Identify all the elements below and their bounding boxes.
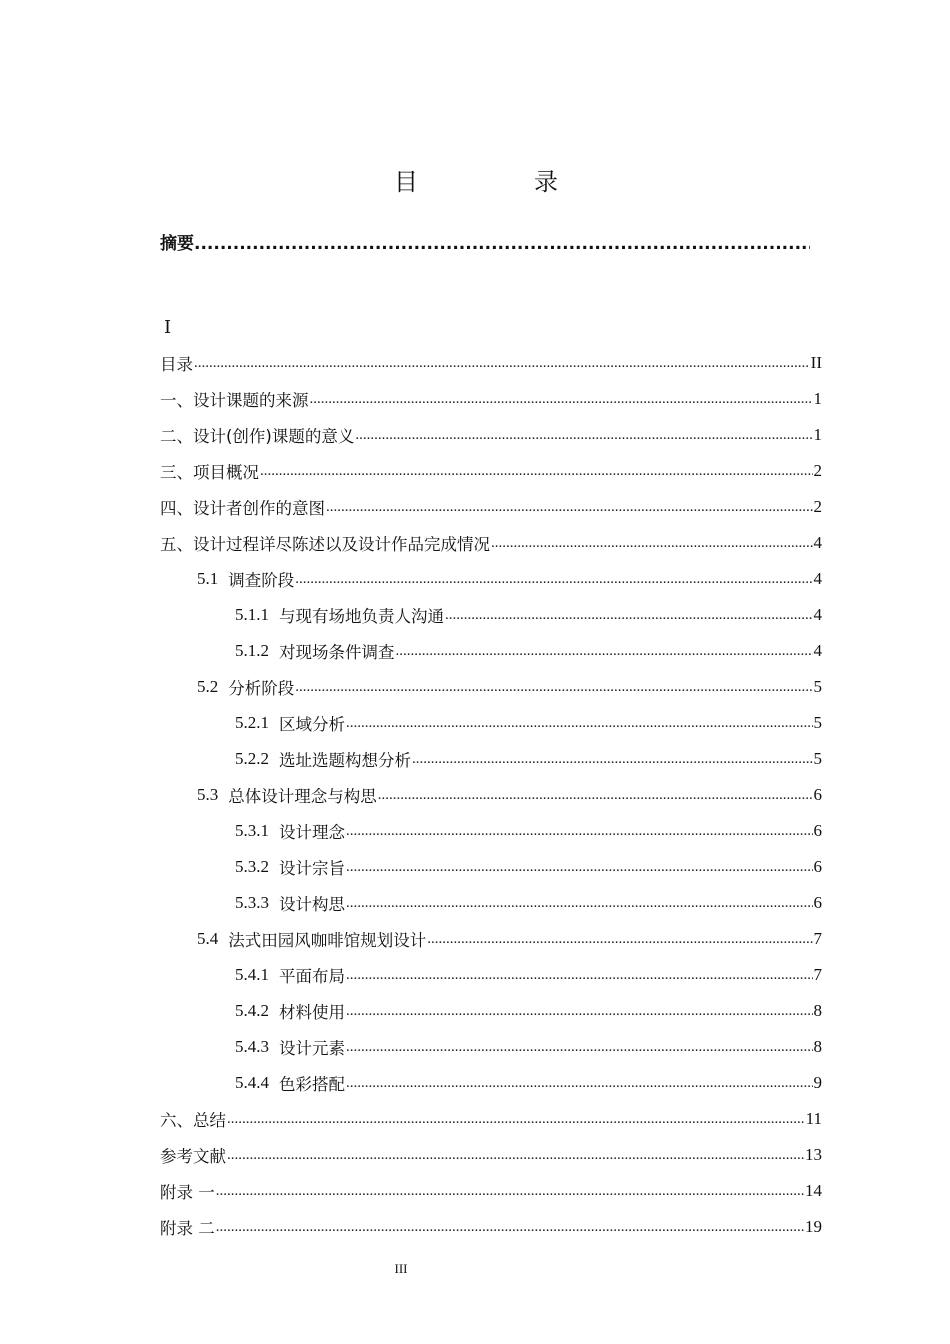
toc-entry-page: 4	[813, 569, 822, 588]
toc-entry[interactable]	[160, 489, 822, 525]
toc-entry[interactable]	[160, 1029, 822, 1065]
toc-entry-number: 5.1.2	[235, 641, 269, 660]
dot-leader	[310, 391, 813, 408]
toc-entry-label: 区域分析	[279, 715, 345, 734]
toc-entry-label: 目录	[160, 355, 193, 374]
toc-entry-number: 5.2	[197, 677, 219, 696]
toc-entry-label: 摘要	[160, 234, 194, 254]
toc-entry-number: 5.3.1	[235, 821, 269, 840]
dot-leader	[346, 1075, 813, 1092]
toc-entry[interactable]	[160, 1101, 822, 1137]
dot-leader	[346, 895, 813, 912]
toc-entry-label: 二、设计(创作)课题的意义	[160, 427, 355, 446]
dot-leader	[346, 859, 813, 876]
toc-entry[interactable]	[160, 417, 822, 453]
page-footer-number: III	[394, 1261, 408, 1276]
page-number-roman: Ⅰ	[164, 317, 172, 338]
toc-entry[interactable]	[160, 705, 822, 741]
toc-entry[interactable]	[160, 633, 822, 669]
table-of-contents	[160, 345, 822, 1245]
toc-entry-label: 对现场条件调查	[279, 643, 395, 662]
toc-entry-number: 5.4.4	[235, 1073, 269, 1092]
toc-entry[interactable]	[160, 849, 822, 885]
toc-entry-page: 8	[813, 1037, 822, 1056]
toc-entry[interactable]	[160, 453, 822, 489]
toc-entry-page: 1	[813, 425, 822, 444]
toc-entry[interactable]	[160, 381, 822, 417]
dot-leader	[194, 355, 810, 372]
toc-entry-abstract[interactable]	[160, 229, 810, 254]
toc-entry-page: 6	[813, 893, 822, 912]
toc-entry-page: 13	[805, 1145, 822, 1164]
toc-entry[interactable]	[160, 1065, 822, 1101]
toc-entry-number: 5.4.3	[235, 1037, 269, 1056]
toc-entry-label: 六、总结	[160, 1111, 226, 1130]
toc-entry[interactable]	[160, 993, 822, 1029]
toc-entry[interactable]	[160, 957, 822, 993]
dot-leader	[396, 643, 813, 660]
toc-entry-page: 14	[805, 1181, 822, 1200]
toc-entry-label: 调查阶段	[228, 571, 295, 590]
page-title: 目 录	[394, 168, 604, 196]
toc-entry-page: 11	[805, 1109, 822, 1128]
toc-entry-label: 法式田园风咖啡馆规划设计	[228, 931, 427, 950]
toc-entry[interactable]	[160, 597, 822, 633]
toc-entry-label: 一、设计课题的来源	[160, 391, 309, 410]
dot-leader	[491, 535, 813, 552]
dot-leader	[227, 1111, 805, 1128]
toc-entry-page: 6	[813, 857, 822, 876]
toc-entry-page: 1	[813, 389, 822, 408]
toc-entry-number: 5.1.1	[235, 605, 269, 624]
toc-entry-label: 设计理念	[279, 823, 345, 842]
toc-entry-label: 参考文献	[160, 1147, 226, 1166]
toc-entry-label: 附录 一	[160, 1183, 215, 1202]
dot-leader	[346, 823, 813, 840]
toc-entry-page: 8	[813, 1001, 822, 1020]
toc-entry[interactable]	[160, 1173, 822, 1209]
toc-entry-label: 材料使用	[279, 1003, 345, 1022]
toc-entry-number: 5.3	[197, 785, 219, 804]
dot-leader	[346, 1003, 813, 1020]
toc-entry-page: 5	[813, 749, 822, 768]
toc-entry-number: 5.4.1	[235, 965, 269, 984]
toc-entry-label: 四、设计者创作的意图	[160, 499, 325, 518]
toc-entry-page: 6	[813, 785, 822, 804]
toc-entry[interactable]	[160, 345, 822, 381]
toc-entry-page: 4	[813, 641, 822, 660]
toc-entry-page: 9	[813, 1073, 822, 1092]
toc-entry-label: 三、项目概况	[160, 463, 259, 482]
toc-entry-page: 5	[813, 677, 822, 696]
dot-leader	[346, 715, 813, 732]
dot-leader	[346, 1039, 813, 1056]
toc-entry-number: 5.2.1	[235, 713, 269, 732]
toc-entry[interactable]	[160, 921, 822, 957]
toc-entry-label: 总体设计理念与构思	[228, 787, 377, 806]
dot-leader	[326, 499, 813, 516]
toc-entry-label: 设计元素	[279, 1039, 345, 1058]
dot-leader	[445, 607, 813, 624]
toc-entry-number: 5.3.2	[235, 857, 269, 876]
toc-entry-number: 5.2.2	[235, 749, 269, 768]
dot-leader	[260, 463, 813, 480]
dot-leader	[427, 931, 812, 948]
toc-entry-number: 5.1	[197, 569, 219, 588]
dot-leader	[216, 1183, 804, 1200]
toc-entry-label: 附录 二	[160, 1219, 215, 1238]
toc-entry-page: 6	[813, 821, 822, 840]
dot-leader	[295, 679, 812, 696]
toc-entry-page: 2	[813, 461, 822, 480]
toc-entry[interactable]	[160, 525, 822, 561]
toc-entry-number: 5.4	[197, 929, 219, 948]
toc-entry-page: 7	[813, 929, 822, 948]
toc-entry-label: 与现有场地负责人沟通	[279, 607, 444, 626]
dot-leader	[412, 751, 813, 768]
toc-entry-page: 2	[813, 497, 822, 516]
toc-entry[interactable]	[160, 777, 822, 813]
toc-entry-number: 5.3.3	[235, 893, 269, 912]
toc-entry-label: 五、设计过程详尽陈述以及设计作品完成情况	[160, 535, 490, 554]
dot-leader	[194, 234, 810, 254]
toc-entry-page: 4	[813, 533, 822, 552]
toc-entry-label: 平面布局	[279, 967, 345, 986]
toc-entry-page: 5	[813, 713, 822, 732]
toc-entry-label: 色彩搭配	[279, 1075, 345, 1094]
toc-entry-page: 4	[813, 605, 822, 624]
toc-entry-label: 选址选题构想分析	[279, 751, 411, 770]
dot-leader	[346, 967, 813, 984]
dot-leader	[378, 787, 813, 804]
dot-leader	[295, 571, 812, 588]
dot-leader	[216, 1219, 804, 1236]
toc-entry[interactable]	[160, 813, 822, 849]
toc-entry-label: 分析阶段	[228, 679, 295, 698]
toc-entry-label: 设计构思	[279, 895, 345, 914]
toc-entry-label: 设计宗旨	[279, 859, 345, 878]
toc-entry[interactable]	[160, 1137, 822, 1173]
toc-entry[interactable]	[160, 669, 822, 705]
toc-entry-page: II	[810, 353, 822, 372]
toc-entry[interactable]	[160, 1209, 822, 1245]
toc-entry[interactable]	[160, 885, 822, 921]
toc-entry[interactable]	[160, 741, 822, 777]
dot-leader	[227, 1147, 804, 1164]
toc-entry-number: 5.4.2	[235, 1001, 269, 1020]
toc-entry-page: 7	[813, 965, 822, 984]
toc-entry[interactable]	[160, 561, 822, 597]
toc-entry-page: 19	[805, 1217, 822, 1236]
dot-leader	[355, 427, 812, 444]
